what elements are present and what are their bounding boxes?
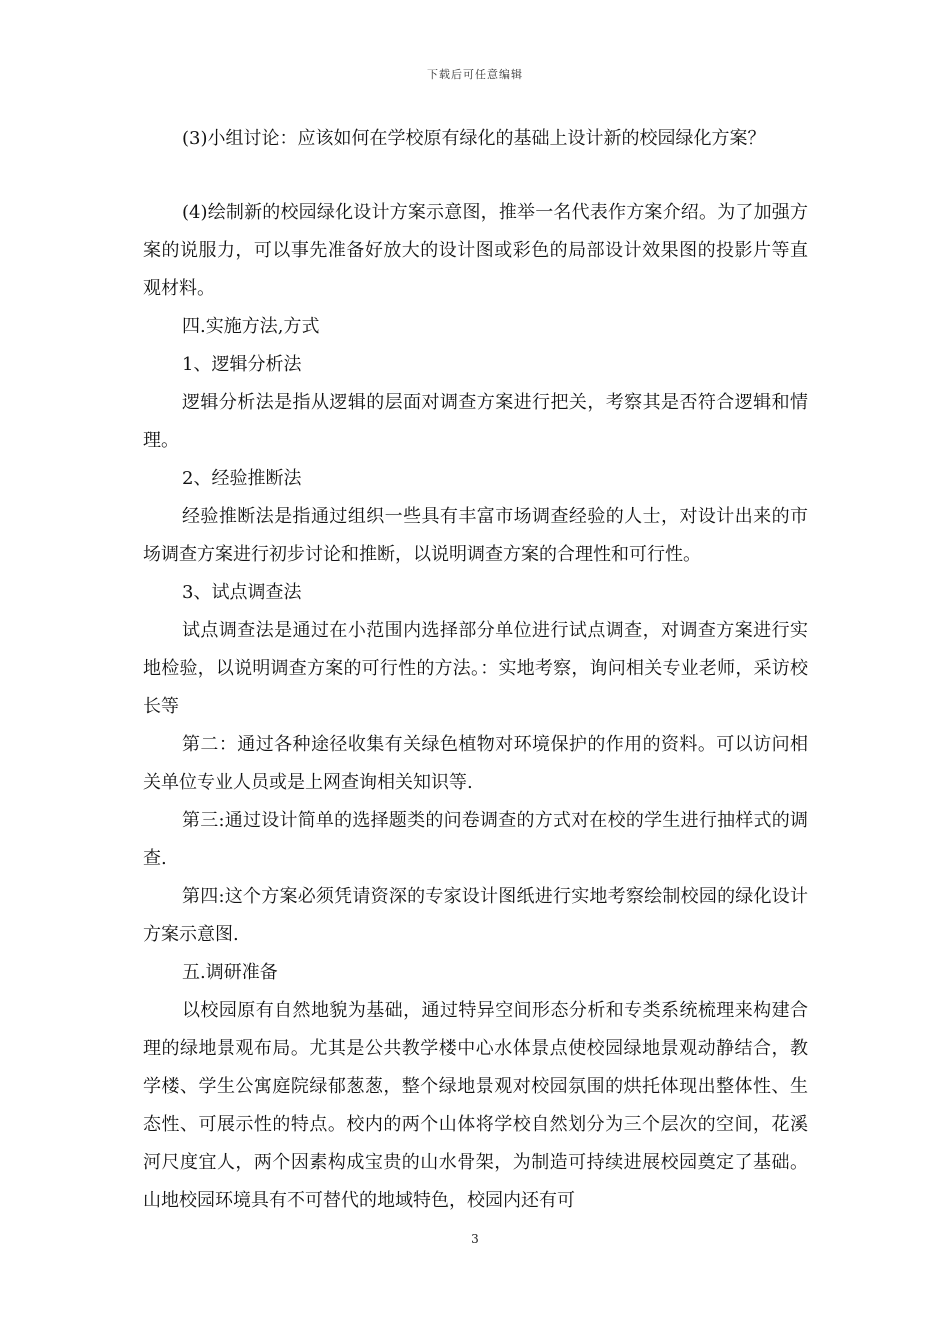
paragraph-draw-plan: (4)绘制新的校园绿化设计方案示意图，推举一名代表作方案介绍。为了加强方案的说服力，可以事先准备好放大的设计图或彩色的局部设计效果图的投影片等直观材料。 (143, 202, 808, 299)
paragraph-experience: 经验推断法是指通过组织一些具有丰富市场调查经验的人士，对设计出来的市场调查方案进行初步讨论和推断，以说明调查方案的合理性和可行性。 (143, 506, 808, 565)
paragraph-fourth: 第四:这个方案必须凭请资深的专家设计图纸进行实地考察绘制校园的绿化设计方案示意图. (143, 886, 808, 945)
paragraph-gap (143, 158, 808, 194)
page-number: 3 (471, 1232, 479, 1246)
paragraph-logic-analysis: 逻辑分析法是指从逻辑的层面对调查方案进行把关，考察其是否符合逻辑和情理。 (143, 392, 808, 451)
paragraph-discussion: (3)小组讨论：应该如何在学校原有绿化的基础上设计新的校园绿化方案？ (182, 128, 766, 149)
paragraph-pilot-survey: 试点调查法是通过在小范围内选择部分单位进行试点调查，对调查方案进行实地检验，以说明调查方案的可行性的方法。：实地考察，询问相关专业老师，采访校长等 (143, 620, 808, 717)
document-body (143, 120, 808, 1220)
page-header: 下载后可任意编辑 (427, 68, 523, 81)
paragraph-third: 第三:通过设计简单的选择题类的问卷调查的方式对在校的学生进行抽样式的调查. (143, 810, 808, 869)
section-heading-methods: 四.实施方法,方式 (182, 316, 320, 337)
section-heading-preparation: 五.调研准备 (182, 962, 278, 983)
paragraph-second: 第二：通过各种途径收集有关绿色植物对环境保护的作用的资料。可以访问相关单位专业人员或是上网查询相关知识等. (143, 734, 808, 793)
subheading-pilot-survey: 3、试点调查法 (182, 582, 302, 603)
subheading-logic-analysis: 1、逻辑分析法 (182, 354, 302, 375)
paragraph-campus-landscape: 以校园原有自然地貌为基础，通过特异空间形态分析和专类系统梳理来构建合理的绿地景观布局。尤其是公共教学楼中心水体景点使校园绿地景观动静结合，教学楼、学生公寓庭院绿郁葱葱，整个绿地景观对校园氛围的烘托体现出整体性、生态性、可展示性的特点。校内的两个山体将学校自然划分为三个层次的空间，花溪河尺度宜人，两个因素构成宝贵的山水骨架，为制造可持续进展校园奠定了基础。山地校园环境具有不可替代的地域特色，校园内还有可 (143, 1000, 808, 1211)
subheading-experience: 2、经验推断法 (182, 468, 302, 489)
